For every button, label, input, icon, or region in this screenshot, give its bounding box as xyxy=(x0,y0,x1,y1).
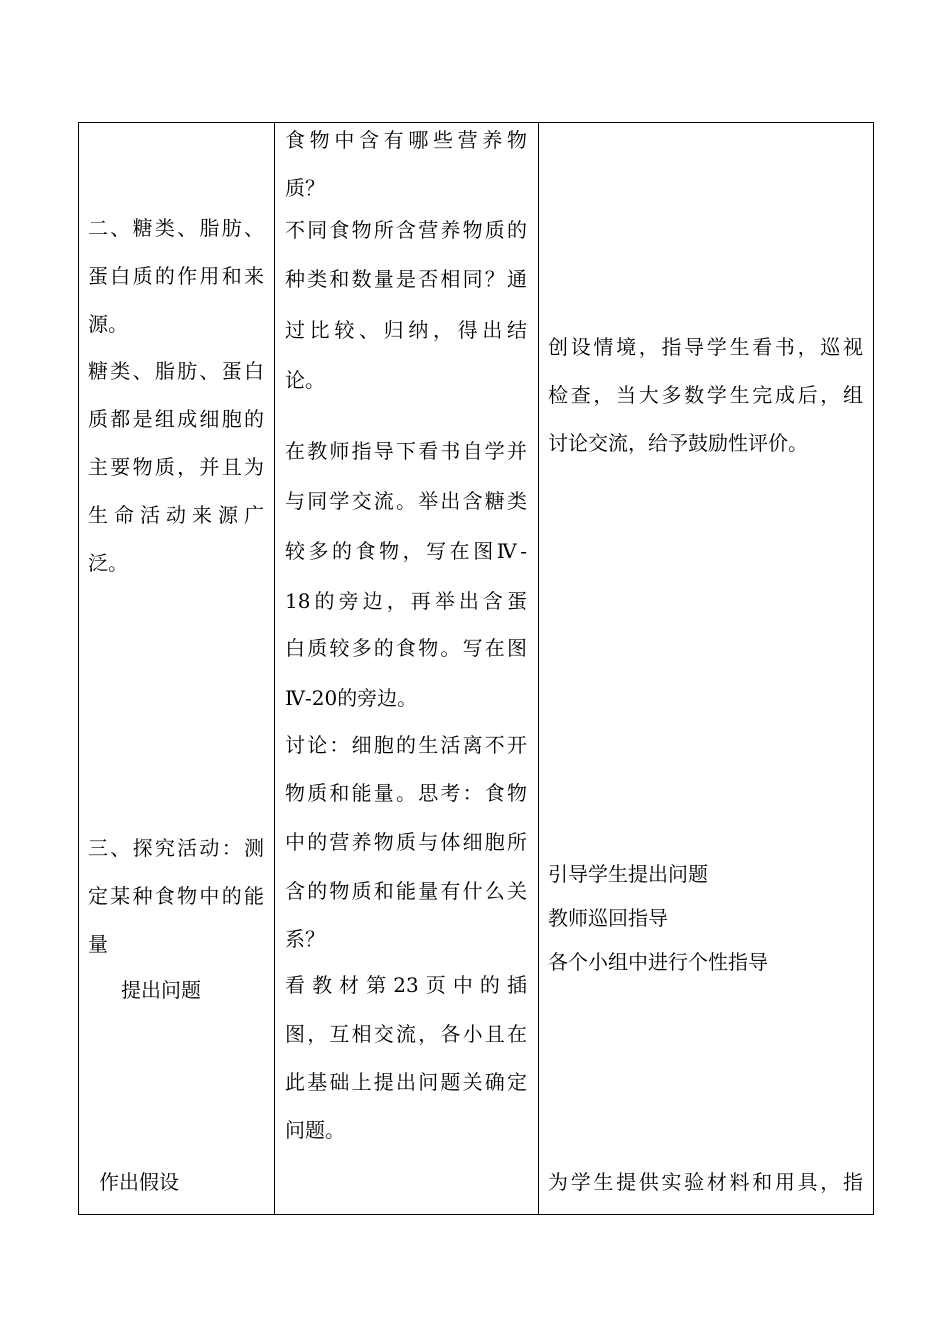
activity-line: 此基础上提出问题关确定 xyxy=(285,1070,527,1094)
teacher-line: 引导学生提出问题 xyxy=(548,862,708,886)
content-line: 质都是组成细胞的 xyxy=(88,407,264,431)
column-divider-1 xyxy=(274,123,275,1214)
activity-line: 种类和数量是否相同？通 xyxy=(285,267,527,291)
activity-line: 较多的食物，写在图Ⅳ- xyxy=(285,539,527,563)
content-line: 提出问题 xyxy=(121,978,201,1002)
content-line: 糖类、脂肪、蛋白 xyxy=(88,359,264,383)
content-line: 主要物质，并且为 xyxy=(88,455,264,479)
activity-line: 讨论：细胞的生活离不开 xyxy=(285,733,527,757)
content-line: 定某种食物中的能 xyxy=(88,884,264,908)
content-line: 二、糖类、脂肪、 xyxy=(88,216,264,240)
teacher-line: 教师巡回指导 xyxy=(548,906,668,930)
content-line: 泛。 xyxy=(88,551,128,575)
activity-line: 物质和能量。思考：食物 xyxy=(285,781,527,805)
activity-line: 图，互相交流，各小且在 xyxy=(285,1022,527,1046)
teacher-line: 为学生提供实验材料和用具，指 xyxy=(548,1170,863,1194)
activity-line: 在教师指导下看书自学并 xyxy=(285,439,527,463)
teacher-line: 各个小组中进行个性指导 xyxy=(548,950,768,974)
teacher-line: 讨论交流，给予鼓励性评价。 xyxy=(548,431,808,455)
activity-line: 白质较多的食物。写在图 xyxy=(285,636,527,660)
content-line: 蛋白质的作用和来 xyxy=(88,264,264,288)
activity-line: 过比较、归纳，得出结 xyxy=(285,318,527,342)
content-line: 生命活动来源广 xyxy=(88,503,264,527)
activity-line: Ⅳ-20的旁边。 xyxy=(285,686,418,710)
activity-line: 食物中含有哪些营养物 xyxy=(285,128,527,152)
teacher-line: 检查，当大多数学生完成后，组 xyxy=(548,383,863,407)
column-divider-2 xyxy=(538,123,539,1214)
content-line: 量 xyxy=(88,932,108,956)
content-line: 源。 xyxy=(88,312,128,336)
activity-line: 不同食物所含营养物质的 xyxy=(285,218,527,242)
activity-line: 含的物质和能量有什么关 xyxy=(285,879,527,903)
activity-line: 与同学交流。举出含糖类 xyxy=(285,489,527,513)
content-line: 三、探究活动：测 xyxy=(88,836,264,860)
activity-line: 中的营养物质与体细胞所 xyxy=(285,830,527,854)
activity-line: 质？ xyxy=(285,176,325,200)
activity-line: 看教材第23页中的插 xyxy=(285,973,527,997)
activity-line: 18的旁边，再举出含蛋 xyxy=(285,589,527,613)
content-line: 作出假设 xyxy=(99,1170,179,1194)
activity-line: 系？ xyxy=(285,927,325,951)
teacher-line: 创设情境，指导学生看书，巡视 xyxy=(548,335,863,359)
activity-line: 问题。 xyxy=(285,1118,345,1142)
activity-line: 论。 xyxy=(285,368,325,392)
